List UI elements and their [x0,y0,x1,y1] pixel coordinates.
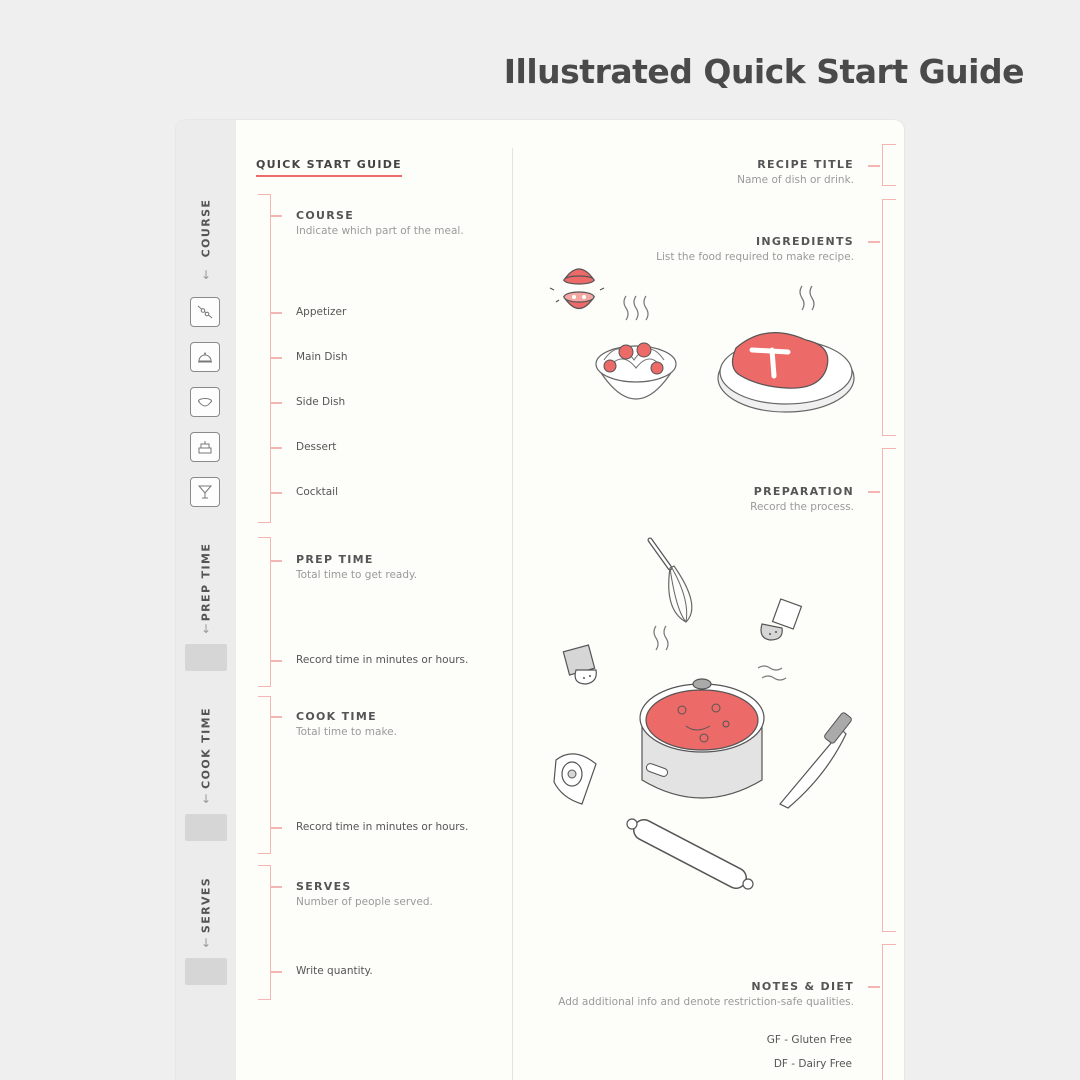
pepper-shaker-icon [563,645,596,684]
bracket-tick [271,886,282,888]
cake-icon[interactable] [190,432,220,462]
timer-icon [554,754,596,804]
preparation-title: PREPARATION [753,485,854,498]
course-option-side-dish[interactable]: Side Dish [296,396,346,408]
serves-desc: Number of people served. [296,896,433,908]
steak-plate-icon [718,286,854,412]
arrow-down-icon: ↓ [200,792,212,806]
course-option-main-dish[interactable]: Main Dish [296,351,348,363]
bowl-icon[interactable] [190,387,220,417]
recipe-title-bracket [882,144,896,186]
knife-icon [780,712,853,808]
course-bracket [258,194,271,523]
serves-title: SERVES [296,880,352,893]
bracket-tick [271,716,282,718]
course-option-dessert[interactable]: Dessert [296,441,337,453]
skewer-icon[interactable] [190,297,220,327]
preparation-bracket [882,448,896,932]
notes-bracket [882,944,896,1080]
ingredients-desc: List the food required to make recipe. [656,251,854,263]
sidebar-label-serves: SERVES [199,876,213,934]
arrow-down-icon: ↓ [200,936,212,950]
course-option-appetizer[interactable]: Appetizer [296,306,347,318]
sidebar-label-prep-time: PREP TIME [199,542,213,622]
bracket-tick [868,241,880,243]
bracket-tick [271,402,282,404]
cook-time-slot[interactable] [185,814,227,841]
notes-desc: Add additional info and denote restriction-safe qualities. [558,996,854,1008]
recipe-card [176,120,904,1080]
bracket-tick [271,312,282,314]
serves-note: Write quantity. [296,965,373,977]
pasta-bowl-icon [596,296,676,399]
arrow-down-icon: ↓ [200,622,212,636]
course-option-cocktail[interactable]: Cocktail [296,486,338,498]
bracket-tick [271,357,282,359]
course-desc: Indicate which part of the meal. [296,225,464,237]
prep-time-note: Record time in minutes or hours. [296,654,469,666]
bracket-tick [271,971,282,973]
prep-time-slot[interactable] [185,644,227,671]
notes-title: NOTES & DIET [751,980,854,993]
serves-slot[interactable] [185,958,227,985]
cook-time-title: COOK TIME [296,710,377,723]
recipe-title-label: RECIPE TITLE [757,158,854,171]
cook-bracket [258,696,271,854]
sidebar-label-cook-time: COOK TIME [199,707,213,789]
cocktail-icon[interactable] [190,477,220,507]
bracket-tick [271,560,282,562]
stock-pot-icon [640,626,786,798]
page-title: Illustrated Quick Start Guide [503,52,1024,91]
serves-bracket [258,865,271,1000]
salt-shaker-icon [761,250,876,640]
tomato-icon [550,269,604,309]
quick-start-heading: QUICK START GUIDE [256,158,402,177]
course-title: COURSE [296,209,355,222]
prep-time-title: PREP TIME [296,553,374,566]
bracket-tick [271,492,282,494]
bracket-tick [271,215,282,217]
cook-time-note: Record time in minutes or hours. [296,821,469,833]
preparation-desc: Record the process. [750,501,854,513]
prep-time-desc: Total time to get ready. [296,569,418,581]
whisk-icon [650,540,692,622]
ingredients-bracket [882,199,896,436]
diet-gluten-free: GF - Gluten Free [766,1034,852,1046]
prep-bracket [258,537,271,687]
bracket-tick [271,827,282,829]
ingredients-title: INGREDIENTS [756,235,854,248]
bracket-tick [271,447,282,449]
diet-dairy-free: DF - Dairy Free [773,1058,852,1070]
bracket-tick [868,986,880,988]
rolling-pin-icon [627,819,753,889]
column-divider [512,148,513,1080]
cloche-icon[interactable] [190,342,220,372]
sidebar-label-course: COURSE [199,198,213,258]
cook-time-desc: Total time to make. [296,726,397,738]
bracket-tick [868,165,880,167]
illustrations [536,250,876,950]
arrow-down-icon: ↓ [200,268,212,282]
bracket-tick [271,660,282,662]
recipe-title-desc: Name of dish or drink. [737,174,854,186]
